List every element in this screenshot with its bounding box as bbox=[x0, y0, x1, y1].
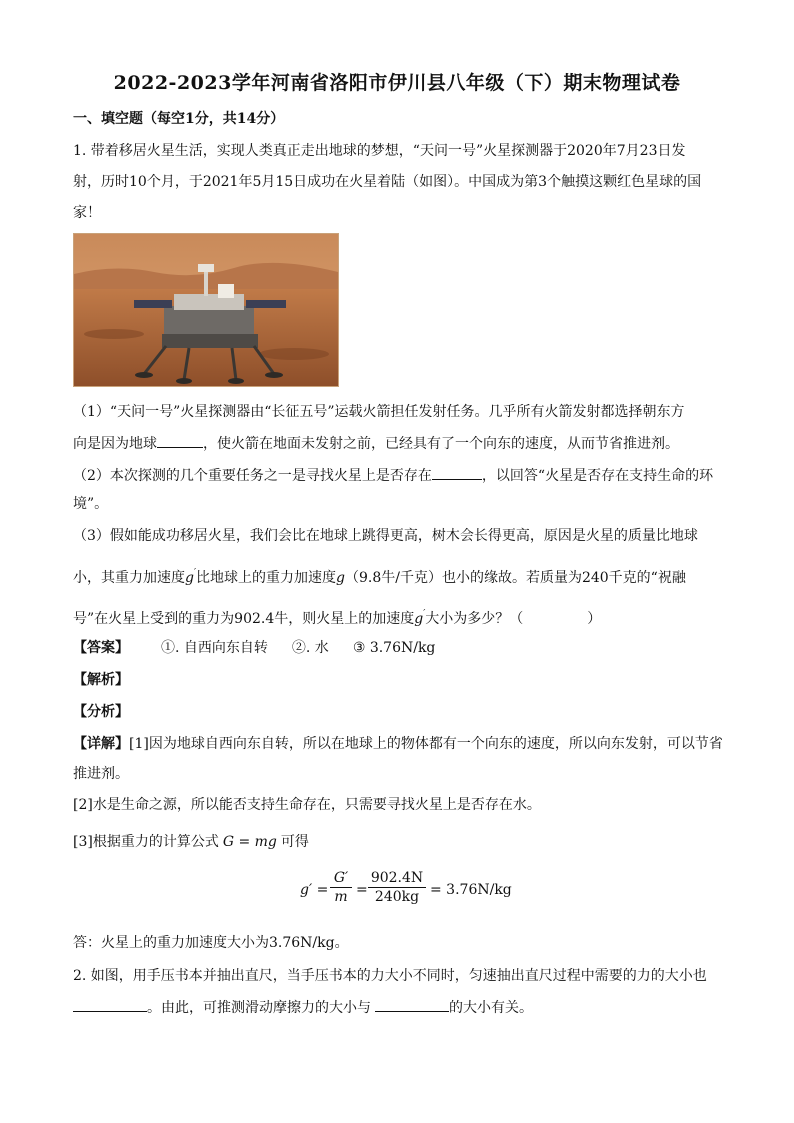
answer-line bbox=[73, 638, 733, 658]
g-prime-symbol: g′ bbox=[185, 568, 197, 586]
q2-text-2: 的大小有关。 bbox=[449, 1000, 533, 1016]
q1-sub2-text-pre: （2）本次探测的几个重要任务之一是寻找火星上是否存在 bbox=[73, 468, 432, 484]
q1-sub3-c-pre: 号”在火星上受到的重力为902.4牛，则火星上的加速度 bbox=[73, 611, 415, 627]
frac2-numerator: 902.4N bbox=[370, 870, 424, 886]
detail-line-4 bbox=[73, 832, 733, 852]
q1-sub3-text-mid: 比地球上的重力加速度 bbox=[196, 570, 337, 586]
formula-result: = 3.76N/kg bbox=[430, 882, 512, 898]
detail-line-1 bbox=[73, 734, 733, 754]
frac2-denominator: 240kg bbox=[374, 889, 420, 905]
q1-line-1: 1. 带着移居火星生活，实现人类真正走出地球的梦想，“天问一号”火星探测器于2020年7月23日发 bbox=[73, 143, 686, 159]
answer-item-3: ③ 3.76N/kg bbox=[352, 640, 436, 656]
q1-sub2-line-2: 境”。 bbox=[73, 496, 109, 512]
frac1-bar bbox=[330, 887, 352, 888]
analysis-label: 【解析】 bbox=[73, 672, 129, 688]
g-prime-symbol-2: g′ bbox=[414, 609, 426, 627]
q1-sub1-line-2 bbox=[73, 433, 733, 454]
q1-sub2-text-post: ，以回答“火星是否存在支持生命的环 bbox=[481, 468, 714, 484]
answer-blank-4[interactable] bbox=[375, 997, 449, 1012]
q2-text-1: 。由此，可推测滑动摩擦力的大小与 bbox=[147, 1000, 371, 1016]
q1-sub3-line-2 bbox=[73, 563, 733, 588]
answer-item-2: ②. 水 bbox=[291, 640, 329, 656]
q1-sub1-text-pre: 向是因为地球 bbox=[73, 436, 157, 452]
mars-rover-photo bbox=[73, 233, 339, 387]
detail-text-1: [1]因为地球自西向东自转，所以在地球上的物体都有一个向东的速度，所以向东发射，可以节省 bbox=[129, 736, 723, 752]
fraction-g-over-m bbox=[330, 870, 352, 905]
page-title: 2022-2023学年河南省洛阳市伊川县八年级（下）期末物理试卷 bbox=[113, 72, 681, 94]
fraction-values bbox=[368, 870, 426, 905]
q2-line-1: 2. 如图，用手压书本并抽出直尺，当手压书本的力大小不同时，匀速抽出直尺过程中需要的力的大小也 bbox=[73, 968, 707, 984]
answer-item-1: ①. 自西向东自转 bbox=[161, 640, 268, 656]
q1-line-3: 家！ bbox=[73, 205, 101, 221]
formula-equals: = bbox=[356, 882, 368, 898]
q1-sub3-c-end: ） bbox=[587, 611, 602, 627]
q2-line-2 bbox=[73, 997, 733, 1018]
detail-line-2: 推进剂。 bbox=[73, 766, 129, 782]
q1-sub1-text-post: ，使火箭在地面未发射之前，已经具有了一个向东的速度，从而节省推进剂。 bbox=[203, 436, 679, 452]
q1-sub3-text-post: （9.8牛/千克）也小的缘故。若质量为240千克的“祝融 bbox=[344, 570, 686, 586]
answer-blank-3[interactable] bbox=[73, 997, 147, 1012]
frac1-numerator: G′ bbox=[333, 870, 349, 886]
answer-blank-2[interactable] bbox=[432, 465, 482, 480]
q1-sub1-line-1: （1）“天问一号”火星探测器由“长征五号”运载火箭担任发射任务。几乎所有火箭发射都选择朝东方 bbox=[73, 404, 685, 420]
detail-text-4-post: 可得 bbox=[280, 834, 309, 850]
answer-label: 【答案】 bbox=[73, 640, 129, 656]
calculation-formula bbox=[300, 868, 520, 912]
frac2-bar bbox=[368, 887, 426, 888]
q1-line-2: 射，历时10个月，于2021年5月15日成功在火星着陆（如图）。中国成为第3个触摸这颗红色星球的国 bbox=[73, 174, 702, 190]
fenxi-label: 【分析】 bbox=[73, 704, 129, 720]
conclusion-line: 答：火星上的重力加速度大小为3.76N/kg。 bbox=[73, 935, 349, 951]
detail-text-4-pre: [3]根据重力的计算公式 bbox=[73, 834, 219, 850]
frac1-denominator: m bbox=[334, 889, 348, 905]
answer-blank-1[interactable] bbox=[157, 433, 203, 448]
g-symbol: g bbox=[336, 570, 345, 586]
q1-sub3-c-post: 大小为多少？（ bbox=[425, 611, 524, 627]
detail-label: 【详解】 bbox=[73, 736, 129, 752]
mars-rover-illustration bbox=[74, 234, 338, 386]
gravity-formula: G = mg bbox=[222, 834, 277, 850]
q1-sub3-text-pre: 小，其重力加速度 bbox=[73, 570, 185, 586]
q1-sub3-line-1: （3）假如能成功移居火星，我们会比在地球上跳得更高，树木会长得更高，原因是火星的质量比地球 bbox=[73, 528, 698, 544]
formula-lhs: g′ = bbox=[300, 882, 329, 898]
detail-line-3: [2]水是生命之源，所以能否支持生命存在，只需要寻找火星上是否存在水。 bbox=[73, 797, 541, 813]
section-heading: 一、填空题（每空1分，共14分） bbox=[73, 111, 285, 127]
q1-sub2-line-1 bbox=[73, 465, 733, 486]
q1-sub3-line-3 bbox=[73, 604, 733, 629]
